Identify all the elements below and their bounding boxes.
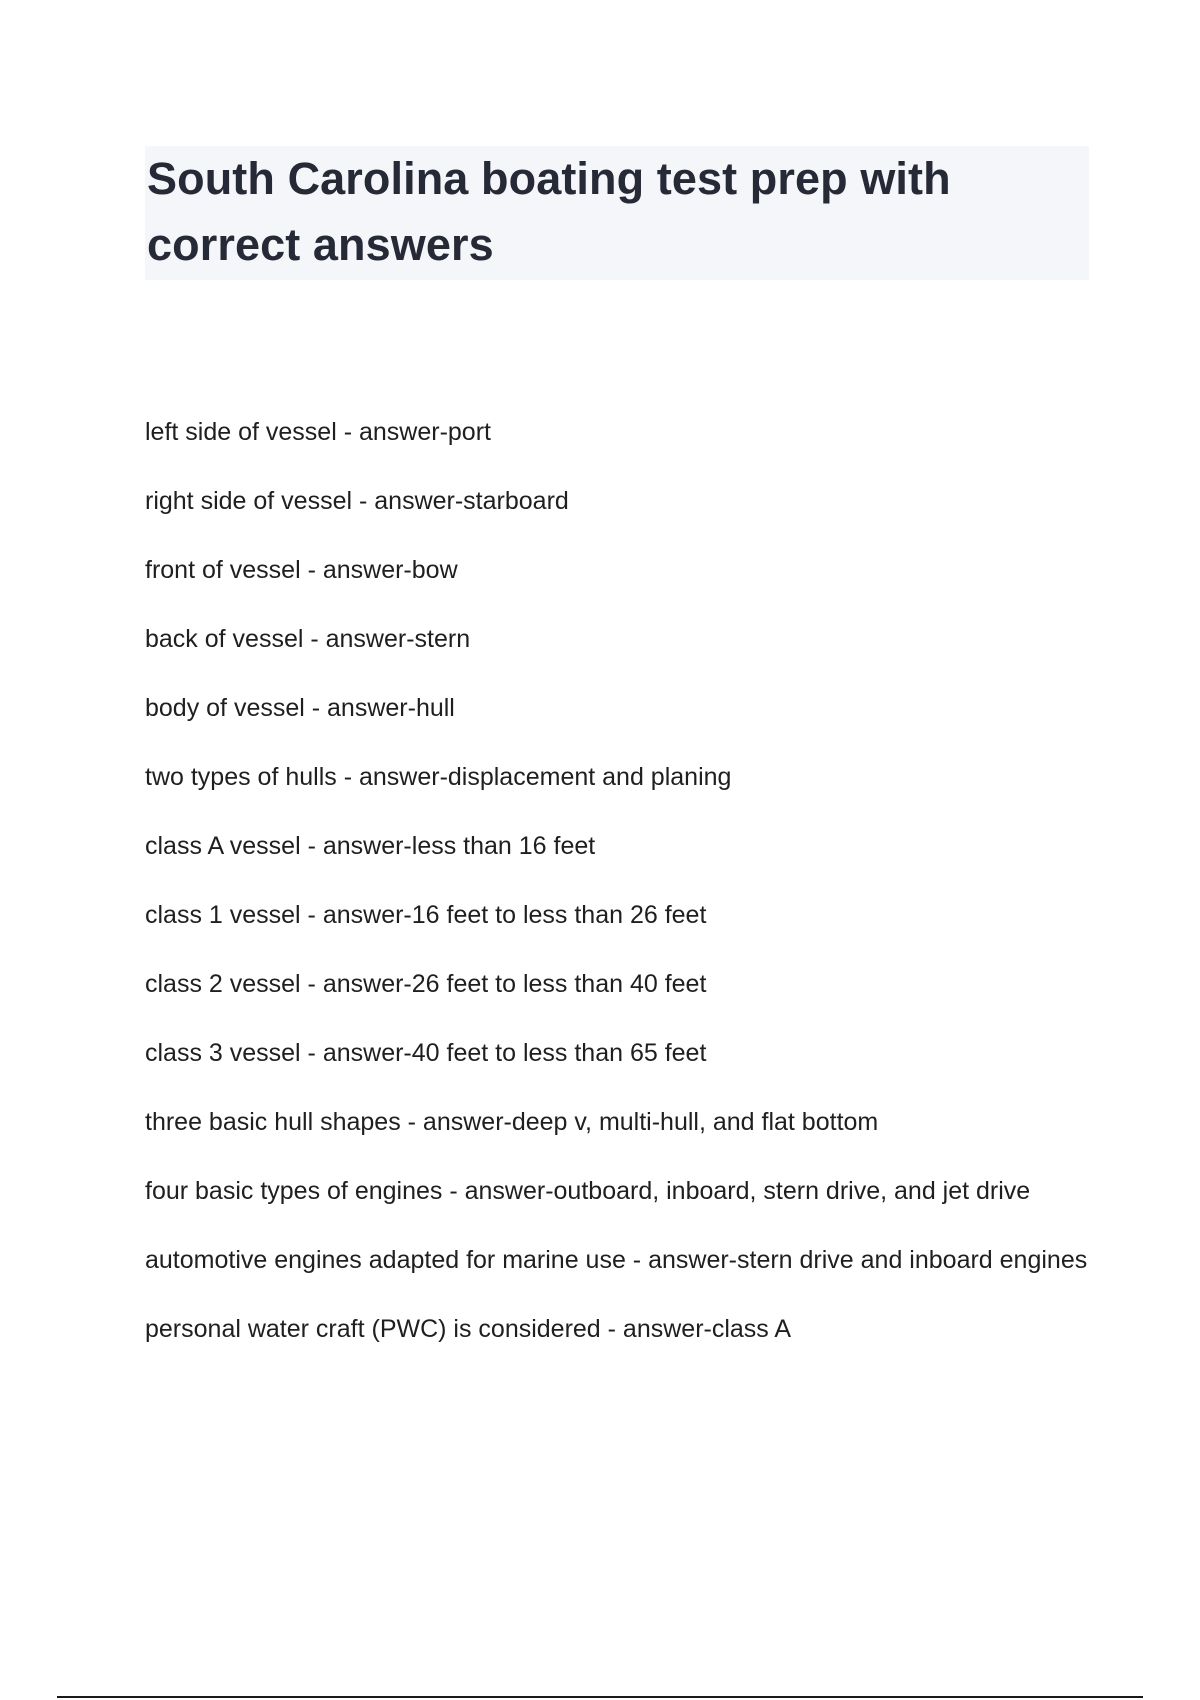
- list-item: three basic hull shapes - answer-deep v, multi-hull, and flat bottom: [145, 1108, 879, 1136]
- list-item: left side of vessel - answer-port: [145, 418, 491, 446]
- list-item: two types of hulls - answer-displacement and planing: [145, 763, 732, 791]
- list-item: body of vessel - answer-hull: [145, 694, 455, 722]
- page-bottom-divider: [57, 1696, 1143, 1698]
- list-item: personal water craft (PWC) is considered - answer-class A: [145, 1315, 792, 1343]
- list-item: automotive engines adapted for marine use - answer-stern drive and inboard engines: [145, 1246, 1088, 1274]
- list-item: four basic types of engines - answer-outboard, inboard, stern drive, and jet drive: [145, 1177, 1031, 1205]
- list-item: class A vessel - answer-less than 16 feet: [145, 832, 596, 860]
- list-item: class 2 vessel - answer-26 feet to less than 40 feet: [145, 970, 707, 998]
- list-item: right side of vessel - answer-starboard: [145, 487, 569, 515]
- page-title: South Carolina boating test prep with correct answers: [147, 153, 951, 270]
- list-item: class 1 vessel - answer-16 feet to less than 26 feet: [145, 901, 707, 929]
- question-answer-list: [145, 415, 1090, 1381]
- list-item: back of vessel - answer-stern: [145, 625, 471, 653]
- list-item: class 3 vessel - answer-40 feet to less than 65 feet: [145, 1039, 707, 1067]
- title-banner: [145, 146, 1089, 280]
- list-item: front of vessel - answer-bow: [145, 556, 458, 584]
